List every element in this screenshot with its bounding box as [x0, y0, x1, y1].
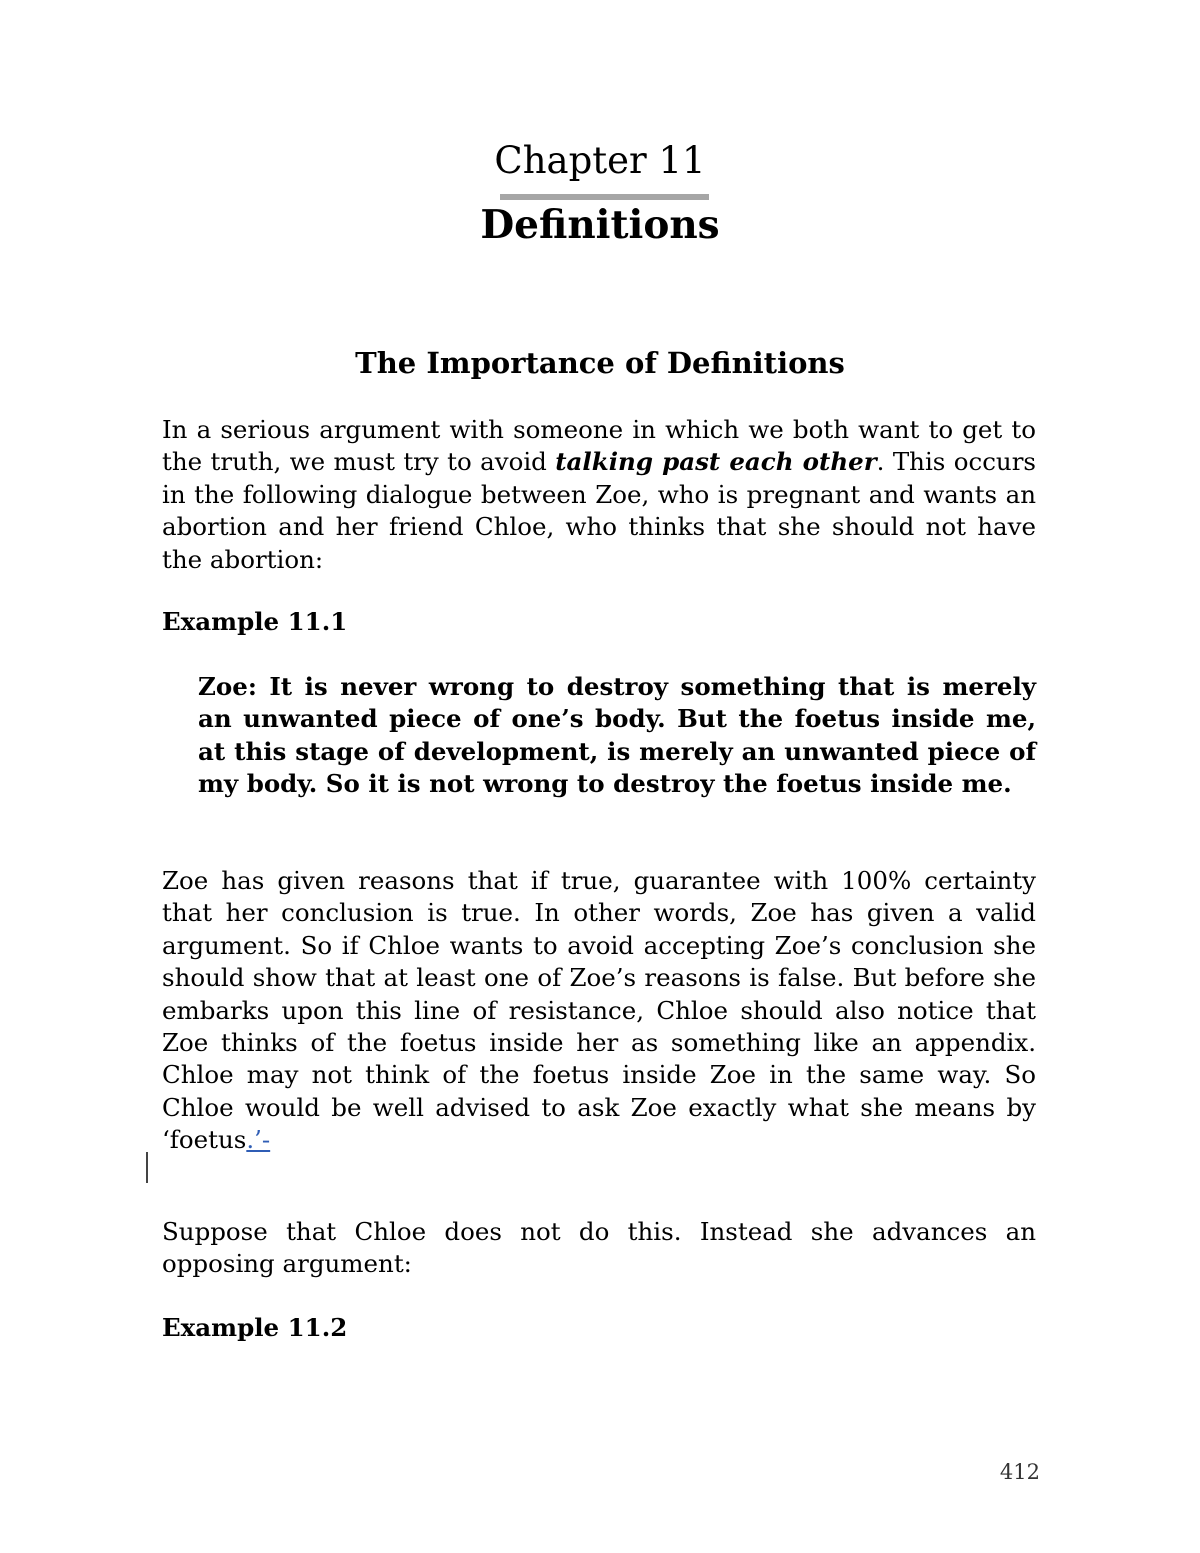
example-heading: Example 11.2: [162, 1313, 348, 1342]
chapter-label: Chapter 11: [494, 139, 706, 182]
section-heading: The Importance of Definitions: [355, 346, 845, 380]
followup-paragraph: Suppose that Chloe does not do this. Instead she advances an opposing argument:: [162, 1217, 1036, 1279]
analysis-text: Zoe has given reasons that if true, guarantee with 100% certainty that her conclusion is true. In other words, Zoe has given a valid argument. So if Chloe wants to avoid accepting Zoe’s conclusion she should show that at least one of Zoe’s reasons is false. But before she embarks upon this line of resistance, Chloe should also notice that Zoe thinks of the foetus inside her as something like an appendix. Chloe may not think of the foetus inside Zoe in the same way. So Chloe would be well advised to ask Zoe exactly what she means by ‘foetus: [162, 866, 1036, 1155]
analysis-paragraph: [162, 865, 1036, 1157]
intro-emphasis: talking past each other: [555, 447, 877, 477]
example-heading: Example 11.1: [162, 607, 348, 636]
intro-paragraph: [162, 414, 1036, 576]
dialogue-quote: Zoe: It is never wrong to destroy something that is merely an unwanted piece of one’s body. But the foetus inside me, at this stage of development, is merely an unwanted piece of my body. So it is not wrong to destroy the foetus inside me.: [198, 672, 1036, 799]
intro-text-before: In a serious argument with someone in which we both want to get to the truth, we must try to avoid: [162, 415, 1036, 477]
intro-text-after: . This occurs in the following dialogue between Zoe, who is pregnant and wants an abortion and her friend Chloe, who thinks that she should not have the abortion:: [162, 447, 1036, 574]
page-number: 412: [999, 1460, 1040, 1484]
chapter-title: Definitions: [480, 202, 720, 248]
tracked-change-mark: .’-: [246, 1125, 271, 1155]
change-bar: [146, 1152, 148, 1183]
